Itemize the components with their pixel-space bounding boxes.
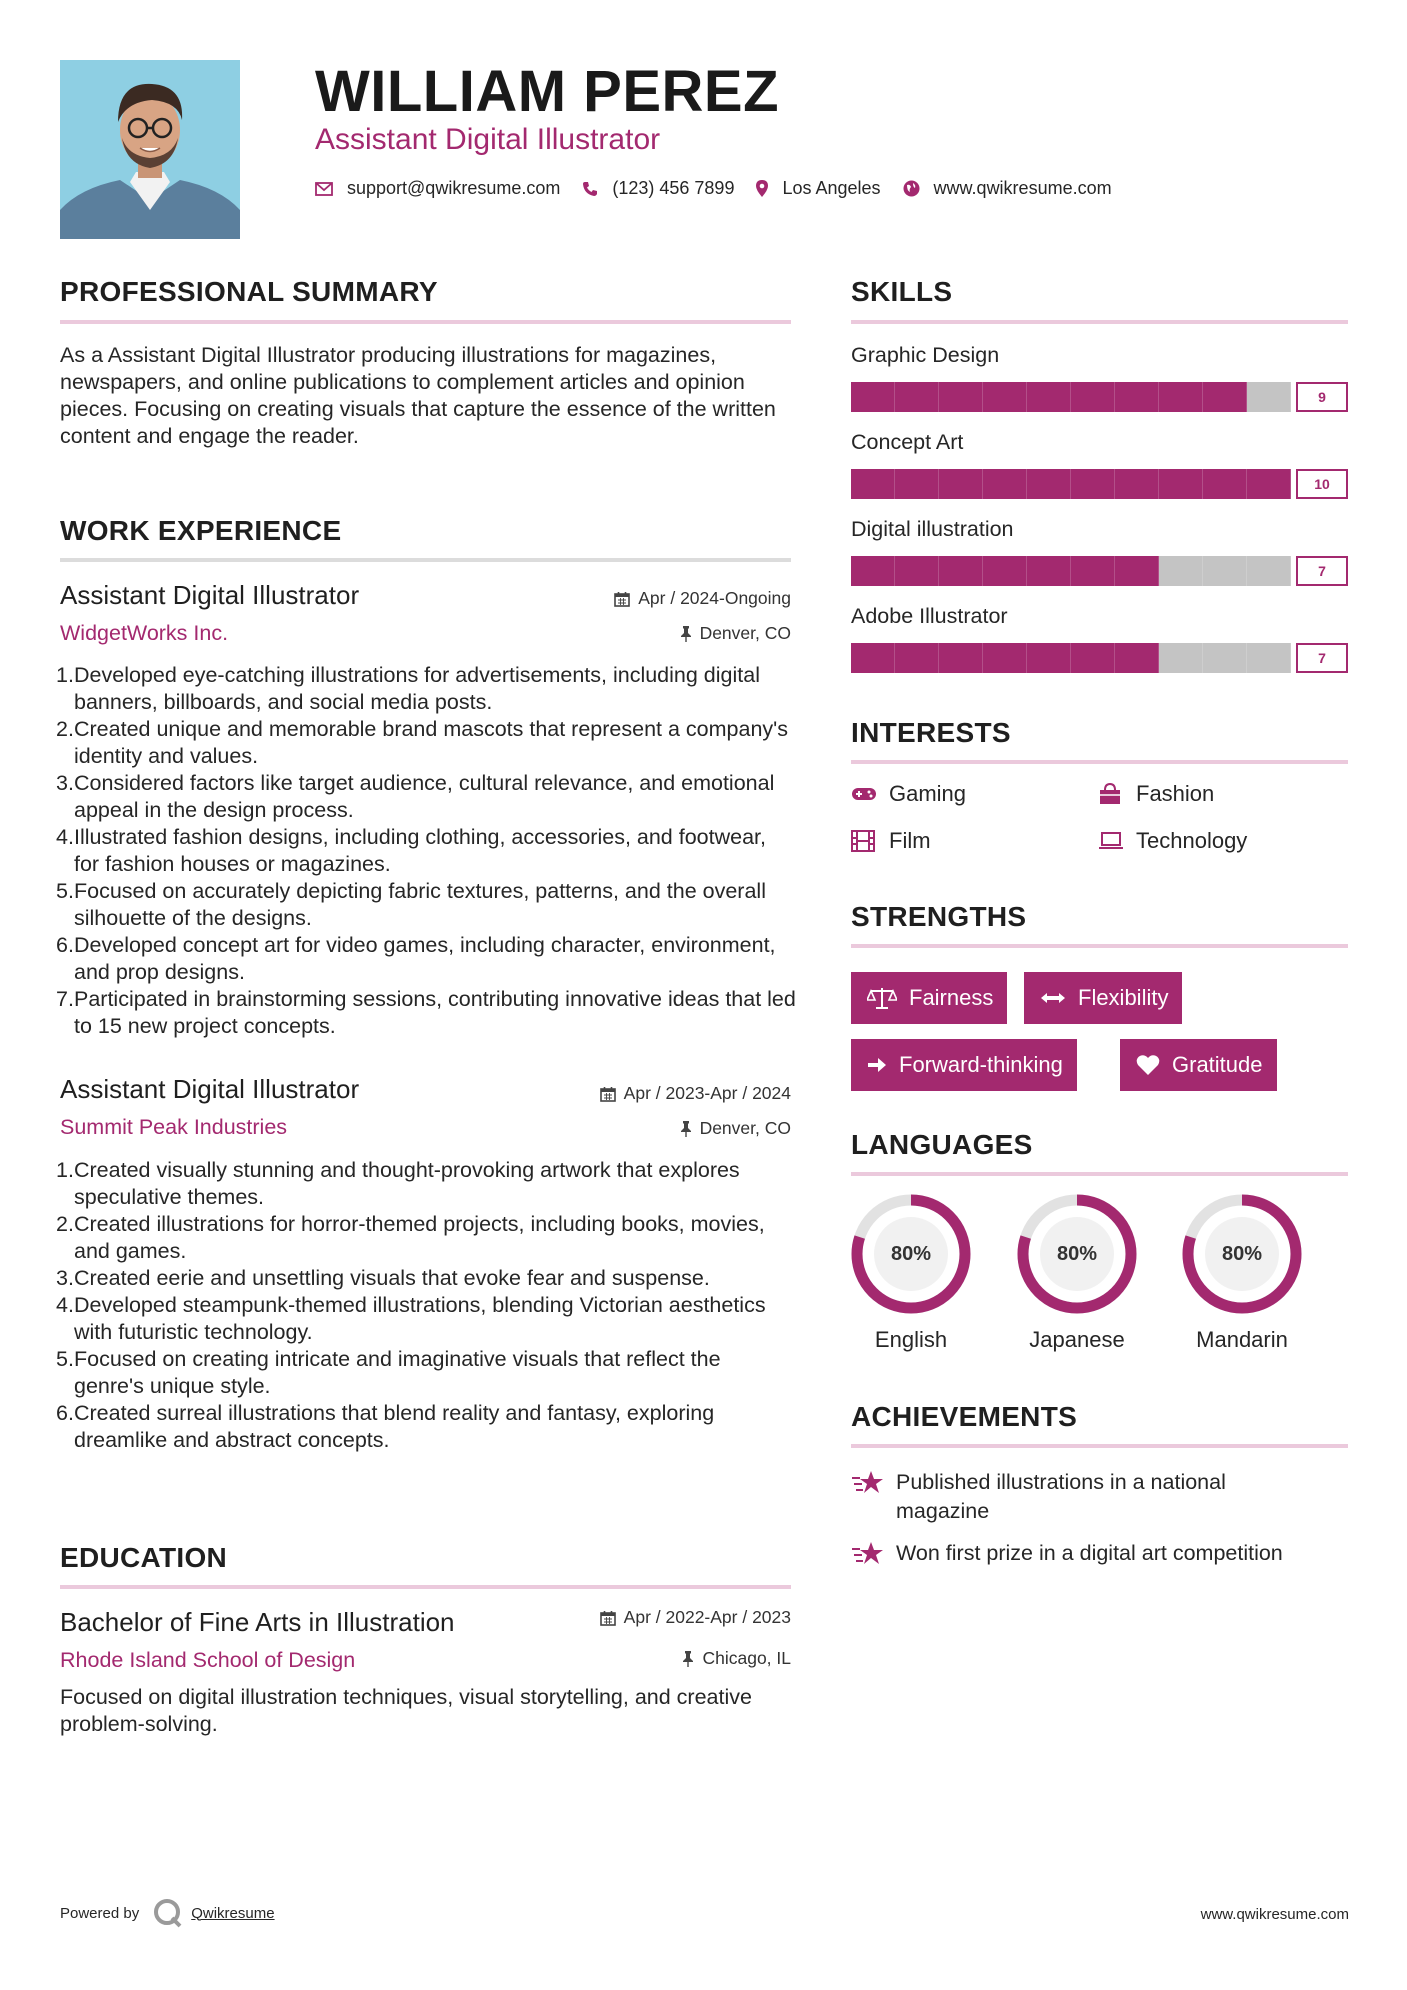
skill-segment	[1247, 643, 1291, 673]
skill-segment	[1159, 643, 1203, 673]
job-location	[680, 1118, 791, 1139]
list-item: 4. Developed steampunk-themed illustrations, blending Victorian aesthetics with futuristic technology.	[56, 1293, 766, 1344]
job-location-text: Denver, CO	[699, 623, 791, 643]
skill-segment	[1247, 469, 1291, 499]
shopping-bag-icon	[1098, 783, 1126, 805]
skills-rule	[851, 320, 1348, 324]
skill-name: Adobe Illustrator	[851, 604, 1008, 628]
skill-segment	[939, 469, 983, 499]
balance-scale-icon	[867, 987, 897, 1009]
interest-label: Film	[889, 828, 931, 853]
skill-bar	[851, 643, 1291, 673]
skill-segment	[1115, 469, 1159, 499]
education-location-text: Chicago, IL	[702, 1648, 791, 1668]
powered-by-text: Powered by	[60, 1904, 140, 1922]
job-dates-text: Apr / 2023-Apr / 2024	[623, 1083, 791, 1103]
contact-phone[interactable]: (123) 456 7899	[612, 178, 735, 198]
skill-segment	[983, 382, 1027, 412]
skill-level-badge: 10	[1296, 469, 1348, 499]
footer-brand-link[interactable]: Qwikresume	[191, 1904, 275, 1922]
globe-icon	[903, 180, 920, 197]
skill-level-badge: 9	[1296, 382, 1348, 412]
skill-segment	[851, 382, 895, 412]
skill-name: Concept Art	[851, 430, 964, 454]
strength-chip	[851, 972, 1007, 1024]
list-item: 2. Created unique and memorable brand mascots that represent a company's identity and values.	[56, 717, 789, 768]
heart-icon	[1136, 1054, 1160, 1076]
skill-segment	[983, 469, 1027, 499]
candidate-title: Assistant Digital Illustrator	[315, 123, 661, 156]
experience-heading: WORK EXPERIENCE	[60, 515, 342, 546]
strength-chip	[1120, 1039, 1277, 1091]
skill-segment	[1159, 382, 1203, 412]
skill-segment	[851, 556, 895, 586]
skill-segment	[1071, 556, 1115, 586]
skill-segment	[1203, 556, 1247, 586]
school-name: Rhode Island School of Design	[60, 1648, 356, 1672]
skill-segment	[895, 556, 939, 586]
job-bullets	[56, 1157, 796, 1454]
summary-rule	[60, 320, 791, 324]
contact-location: Los Angeles	[782, 178, 881, 198]
skill-segment	[1071, 382, 1115, 412]
skill-segment	[895, 643, 939, 673]
education-rule	[60, 1585, 791, 1589]
calendar-icon	[600, 1086, 616, 1102]
contact-email[interactable]: support@qwikresume.com	[347, 178, 561, 198]
strength-label: Fairness	[909, 985, 994, 1010]
education-location	[682, 1648, 791, 1669]
strengths-rule	[851, 944, 1348, 948]
education-text: Focused on digital illustration techniques, visual storytelling, and creative problem-solving.	[60, 1685, 752, 1736]
list-item: 3. Considered factors like target audience, cultural relevance, and emotional appeal in the design process.	[56, 771, 775, 822]
skill-level-badge: 7	[1296, 556, 1348, 586]
candidate-name: WILLIAM PEREZ	[315, 59, 780, 124]
skill-bar	[851, 382, 1291, 412]
skill-segment	[1071, 643, 1115, 673]
arrows-horizontal-icon	[1040, 991, 1066, 1005]
laptop-icon	[1098, 832, 1126, 850]
skill-segment	[983, 556, 1027, 586]
summary-text: As a Assistant Digital Illustrator producing illustrations for magazines, newspapers, and online publications to complement articles and opinion pieces. Focusing on creating visuals that capture the essence of the written content and engage the reader.	[60, 343, 776, 448]
skill-segment	[939, 382, 983, 412]
skill-segment	[1027, 556, 1071, 586]
list-item: 1. Created visually stunning and thought-provoking artwork that explores speculative themes.	[56, 1158, 740, 1209]
list-item: 5. Focused on accurately depicting fabric textures, patterns, and the overall silhouette of the designs.	[56, 879, 766, 930]
list-item: 3. Created eerie and unsettling visuals that evoke fear and suspense.	[56, 1266, 710, 1290]
job-company: Summit Peak Industries	[60, 1115, 288, 1139]
summary-heading: PROFESSIONAL SUMMARY	[60, 276, 438, 307]
gamepad-icon	[851, 786, 879, 802]
skill-segment	[851, 643, 895, 673]
language-percent: 80%	[890, 1242, 932, 1265]
skill-segment	[1115, 556, 1159, 586]
skill-segment	[939, 643, 983, 673]
interest-label: Gaming	[889, 781, 967, 806]
interest-item	[851, 781, 966, 807]
skill-segment	[1027, 643, 1071, 673]
education-dates	[600, 1607, 791, 1628]
skill-name: Digital illustration	[851, 517, 1014, 541]
skill-segment	[1027, 469, 1071, 499]
interest-item	[1098, 781, 1214, 807]
language-percent: 80%	[1221, 1242, 1263, 1265]
skill-segment	[983, 643, 1027, 673]
pushpin-icon	[680, 626, 692, 642]
skill-segment	[1203, 469, 1247, 499]
job-title: Assistant Digital Illustrator	[60, 580, 360, 610]
film-icon	[851, 830, 879, 852]
strength-label: Gratitude	[1172, 1052, 1263, 1077]
job-bullets	[56, 662, 796, 1040]
pushpin-icon	[680, 1121, 692, 1137]
achievements-heading: ACHIEVEMENTS	[851, 1401, 1078, 1432]
achievement-item: Won first prize in a digital art competition	[896, 1541, 1283, 1565]
skill-segment	[1247, 382, 1291, 412]
list-item: 6. Created surreal illustrations that blend reality and fantasy, exploring dreamlike and abstract concepts.	[56, 1401, 715, 1452]
arrow-right-icon	[867, 1055, 887, 1075]
job-dates	[614, 588, 791, 609]
envelope-icon	[315, 182, 333, 196]
experience-rule	[60, 558, 791, 562]
list-item: 4. Illustrated fashion designs, including clothing, accessories, and footwear, for fashion houses or magazines.	[56, 825, 766, 876]
skill-segment	[1247, 556, 1291, 586]
job-dates-text: Apr / 2024-Ongoing	[638, 588, 791, 608]
star-trail-icon	[851, 1470, 885, 1501]
skill-segment	[1115, 643, 1159, 673]
languages-rule	[851, 1172, 1348, 1176]
job-location-text: Denver, CO	[699, 1118, 791, 1138]
contact-bar	[315, 178, 1134, 199]
language-name: Japanese	[1029, 1327, 1125, 1352]
skill-segment	[1115, 382, 1159, 412]
skill-segment	[851, 469, 895, 499]
job-company: WidgetWorks Inc.	[60, 621, 229, 645]
contact-website[interactable]: www.qwikresume.com	[933, 178, 1112, 198]
qwikresume-logo-icon	[153, 1898, 183, 1928]
language-ring	[1015, 1192, 1139, 1316]
profile-photo	[60, 60, 240, 239]
skill-segment	[1203, 382, 1247, 412]
interests-heading: INTERESTS	[851, 717, 1011, 748]
language-ring	[849, 1192, 973, 1316]
skill-segment	[1159, 556, 1203, 586]
interest-item	[1098, 828, 1247, 854]
strength-label: Forward-thinking	[899, 1052, 1063, 1077]
skills-heading: SKILLS	[851, 276, 953, 307]
language-percent: 80%	[1056, 1242, 1098, 1265]
footer-powered-by	[60, 1898, 275, 1928]
interest-item	[851, 828, 931, 854]
footer-website[interactable]: www.qwikresume.com	[1200, 1906, 1349, 1923]
calendar-icon	[614, 591, 630, 607]
strength-label: Flexibility	[1078, 985, 1169, 1010]
languages-heading: LANGUAGES	[851, 1129, 1033, 1160]
strength-chip	[851, 1039, 1077, 1091]
skill-bar	[851, 556, 1291, 586]
list-item: 5. Focused on creating intricate and imaginative visuals that reflect the genre's unique style.	[56, 1347, 721, 1398]
skill-bar	[851, 469, 1291, 499]
skill-name: Graphic Design	[851, 343, 1000, 367]
list-item: 6. Developed concept art for video games, including character, environment, and prop designs.	[56, 933, 776, 984]
job-dates	[600, 1083, 791, 1104]
education-dates-text: Apr / 2022-Apr / 2023	[623, 1607, 791, 1627]
achievements-rule	[851, 1444, 1348, 1448]
interest-label: Technology	[1136, 828, 1248, 853]
interests-rule	[851, 760, 1348, 764]
phone-icon	[582, 181, 598, 197]
education-heading: EDUCATION	[60, 1542, 228, 1573]
interest-label: Fashion	[1136, 781, 1215, 806]
degree-title: Bachelor of Fine Arts in Illustration	[60, 1607, 455, 1637]
strengths-heading: STRENGTHS	[851, 901, 1027, 932]
skill-segment	[1159, 469, 1203, 499]
list-item: 2. Created illustrations for horror-themed projects, including books, movies, and games.	[56, 1212, 765, 1263]
pushpin-icon	[682, 1651, 694, 1667]
list-item: 7. Participated in brainstorming sessions, contributing innovative ideas that led to 15 new project concepts.	[56, 987, 796, 1038]
job-location	[680, 623, 791, 644]
strength-chip	[1024, 972, 1182, 1024]
achievement-item: Published illustrations in a national magazine	[896, 1470, 1226, 1523]
skill-level-badge: 7	[1296, 643, 1348, 673]
skill-segment	[939, 556, 983, 586]
language-ring	[1180, 1192, 1304, 1316]
skill-segment	[1027, 382, 1071, 412]
job-title: Assistant Digital Illustrator	[60, 1074, 360, 1104]
map-pin-icon	[756, 180, 768, 197]
star-trail-icon	[851, 1541, 885, 1572]
calendar-icon	[600, 1610, 616, 1626]
skill-segment	[895, 382, 939, 412]
skill-segment	[1203, 643, 1247, 673]
language-name: Mandarin	[1196, 1327, 1288, 1352]
list-item: 1. Developed eye-catching illustrations for advertisements, including digital banners, billboards, and social media posts.	[56, 663, 760, 714]
language-name: English	[874, 1327, 948, 1352]
skill-segment	[1071, 469, 1115, 499]
skill-segment	[895, 469, 939, 499]
